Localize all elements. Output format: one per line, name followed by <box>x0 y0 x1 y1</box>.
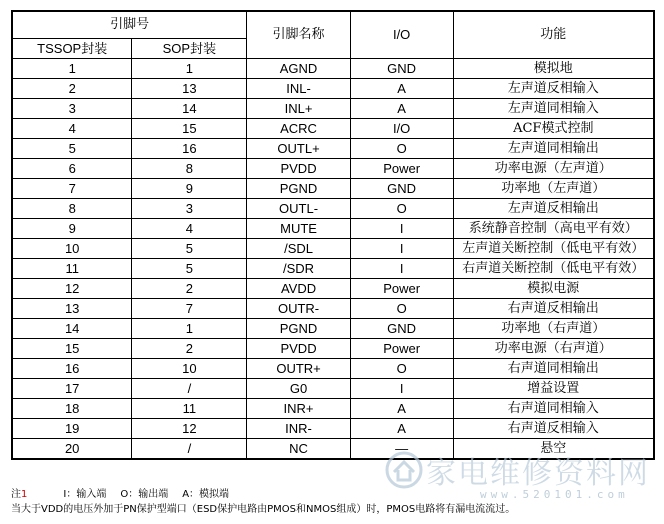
cell-function: 功率地（右声道） <box>453 319 654 339</box>
table-row <box>12 99 654 119</box>
cell-function: 功率地（左声道） <box>453 179 654 199</box>
cell-function: 悬空 <box>453 439 654 460</box>
table-row <box>12 239 654 259</box>
table-row <box>12 279 654 299</box>
footnote-legend <box>11 487 515 502</box>
cell-io-type: I <box>350 379 453 399</box>
cell-tssop-pin: 4 <box>12 119 132 139</box>
cell-io-type: Power <box>350 279 453 299</box>
cell-pin-name: OUTR+ <box>247 359 350 379</box>
cell-io-type: I <box>350 219 453 239</box>
table-row <box>12 379 654 399</box>
cell-pin-name: MUTE <box>247 219 350 239</box>
table-row <box>12 59 654 79</box>
table-row <box>12 219 654 239</box>
cell-function: 右声道关断控制（低电平有效） <box>453 259 654 279</box>
table-row <box>12 139 654 159</box>
cell-pin-name: NC <box>247 439 350 460</box>
header-io: I/O <box>350 11 453 59</box>
cell-function: 右声道同相输入 <box>453 399 654 419</box>
cell-sop-pin: 15 <box>132 119 247 139</box>
cell-io-type: A <box>350 99 453 119</box>
cell-pin-name: G0 <box>247 379 350 399</box>
header-sop: SOP封装 <box>132 39 247 59</box>
table-body <box>12 59 654 460</box>
cell-function: 右声道反相输入 <box>453 419 654 439</box>
cell-io-type: A <box>350 419 453 439</box>
cell-tssop-pin: 12 <box>12 279 132 299</box>
cell-function: 右声道反相输出 <box>453 299 654 319</box>
cell-function: 功率电源（右声道） <box>453 339 654 359</box>
cell-io-type: O <box>350 359 453 379</box>
cell-sop-pin: 1 <box>132 319 247 339</box>
table-row <box>12 299 654 319</box>
cell-tssop-pin: 19 <box>12 419 132 439</box>
table-row <box>12 399 654 419</box>
cell-io-type: O <box>350 299 453 319</box>
cell-tssop-pin: 5 <box>12 139 132 159</box>
cell-sop-pin: 5 <box>132 239 247 259</box>
cell-pin-name: OUTL+ <box>247 139 350 159</box>
header-function: 功能 <box>453 11 654 59</box>
cell-tssop-pin: 10 <box>12 239 132 259</box>
cell-sop-pin: 8 <box>132 159 247 179</box>
cell-sop-pin: 13 <box>132 79 247 99</box>
header-tssop: TSSOP封装 <box>12 39 132 59</box>
footnote-label: 注 <box>11 489 21 500</box>
cell-pin-name: PGND <box>247 179 350 199</box>
cell-tssop-pin: 15 <box>12 339 132 359</box>
table-row <box>12 259 654 279</box>
cell-pin-name: AGND <box>247 59 350 79</box>
footnote-number: 1 <box>21 489 28 500</box>
cell-io-type: O <box>350 199 453 219</box>
cell-tssop-pin: 16 <box>12 359 132 379</box>
cell-function: 左声道反相输出 <box>453 199 654 219</box>
cell-function: 左声道反相输入 <box>453 79 654 99</box>
table-row <box>12 179 654 199</box>
cell-io-type: A <box>350 399 453 419</box>
cell-sop-pin: 2 <box>132 279 247 299</box>
cell-io-type: GND <box>350 179 453 199</box>
cell-tssop-pin: 1 <box>12 59 132 79</box>
cell-pin-name: INL+ <box>247 99 350 119</box>
pin-function-table <box>11 10 655 460</box>
cell-sop-pin: 4 <box>132 219 247 239</box>
cell-function: ACF模式控制 <box>453 119 654 139</box>
cell-io-type: — <box>350 439 453 460</box>
cell-function: 系统静音控制（高电平有效） <box>453 219 654 239</box>
cell-pin-name: OUTL- <box>247 199 350 219</box>
cell-sop-pin: 14 <box>132 99 247 119</box>
cell-pin-name: PVDD <box>247 159 350 179</box>
cell-sop-pin: 16 <box>132 139 247 159</box>
cell-io-type: Power <box>350 159 453 179</box>
cell-io-type: I <box>350 259 453 279</box>
table-row <box>12 119 654 139</box>
cell-function: 增益设置 <box>453 379 654 399</box>
header-pin-number: 引脚号 <box>12 11 247 39</box>
cell-pin-name: PGND <box>247 319 350 339</box>
cell-io-type: GND <box>350 59 453 79</box>
legend-output: O：输出端 <box>120 489 169 500</box>
cell-tssop-pin: 20 <box>12 439 132 460</box>
cell-io-type: A <box>350 79 453 99</box>
header-pin-name: 引脚名称 <box>247 11 350 59</box>
cell-pin-name: PVDD <box>247 339 350 359</box>
cell-sop-pin: 2 <box>132 339 247 359</box>
table-row <box>12 359 654 379</box>
table-row <box>12 339 654 359</box>
cell-pin-name: AVDD <box>247 279 350 299</box>
table-row <box>12 199 654 219</box>
legend-analog: A：模拟端 <box>182 489 230 500</box>
table-row <box>12 439 654 460</box>
cell-sop-pin: 3 <box>132 199 247 219</box>
footnotes <box>11 487 515 517</box>
cell-sop-pin: / <box>132 439 247 460</box>
cell-pin-name: ACRC <box>247 119 350 139</box>
legend-input: I：输入端 <box>63 489 107 500</box>
cell-function: 功率电源（左声道） <box>453 159 654 179</box>
footnote-leakage-warning: 当大于VDD的电压外加于PN保护型端口（ESD保护电路由PMOS和NMOS组成）时，PMOS电路将有漏电流流过。 <box>11 504 516 515</box>
cell-tssop-pin: 2 <box>12 79 132 99</box>
cell-io-type: I/O <box>350 119 453 139</box>
cell-function: 左声道关断控制（低电平有效） <box>453 239 654 259</box>
cell-pin-name: INL- <box>247 79 350 99</box>
table-row <box>12 79 654 99</box>
cell-tssop-pin: 18 <box>12 399 132 419</box>
watermark-text: 家电维修资料网 <box>426 456 650 491</box>
cell-pin-name: OUTR- <box>247 299 350 319</box>
cell-tssop-pin: 3 <box>12 99 132 119</box>
table-row <box>12 159 654 179</box>
cell-function: 左声道同相输出 <box>453 139 654 159</box>
cell-pin-name: /SDR <box>247 259 350 279</box>
cell-tssop-pin: 13 <box>12 299 132 319</box>
cell-function: 右声道同相输出 <box>453 359 654 379</box>
cell-sop-pin: 11 <box>132 399 247 419</box>
cell-tssop-pin: 17 <box>12 379 132 399</box>
cell-sop-pin: 9 <box>132 179 247 199</box>
cell-tssop-pin: 9 <box>12 219 132 239</box>
cell-io-type: Power <box>350 339 453 359</box>
cell-pin-name: INR+ <box>247 399 350 419</box>
table-row <box>12 319 654 339</box>
watermark-url: www.520101.com <box>480 488 629 501</box>
cell-function: 左声道同相输入 <box>453 99 654 119</box>
cell-tssop-pin: 11 <box>12 259 132 279</box>
cell-io-type: I <box>350 239 453 259</box>
cell-sop-pin: / <box>132 379 247 399</box>
cell-tssop-pin: 14 <box>12 319 132 339</box>
cell-sop-pin: 1 <box>132 59 247 79</box>
cell-sop-pin: 5 <box>132 259 247 279</box>
cell-tssop-pin: 8 <box>12 199 132 219</box>
cell-pin-name: /SDL <box>247 239 350 259</box>
cell-tssop-pin: 7 <box>12 179 132 199</box>
cell-function: 模拟电源 <box>453 279 654 299</box>
cell-io-type: O <box>350 139 453 159</box>
table-row <box>12 419 654 439</box>
cell-sop-pin: 10 <box>132 359 247 379</box>
cell-function: 模拟地 <box>453 59 654 79</box>
cell-tssop-pin: 6 <box>12 159 132 179</box>
cell-sop-pin: 12 <box>132 419 247 439</box>
cell-pin-name: INR- <box>247 419 350 439</box>
cell-io-type: GND <box>350 319 453 339</box>
cell-sop-pin: 7 <box>132 299 247 319</box>
